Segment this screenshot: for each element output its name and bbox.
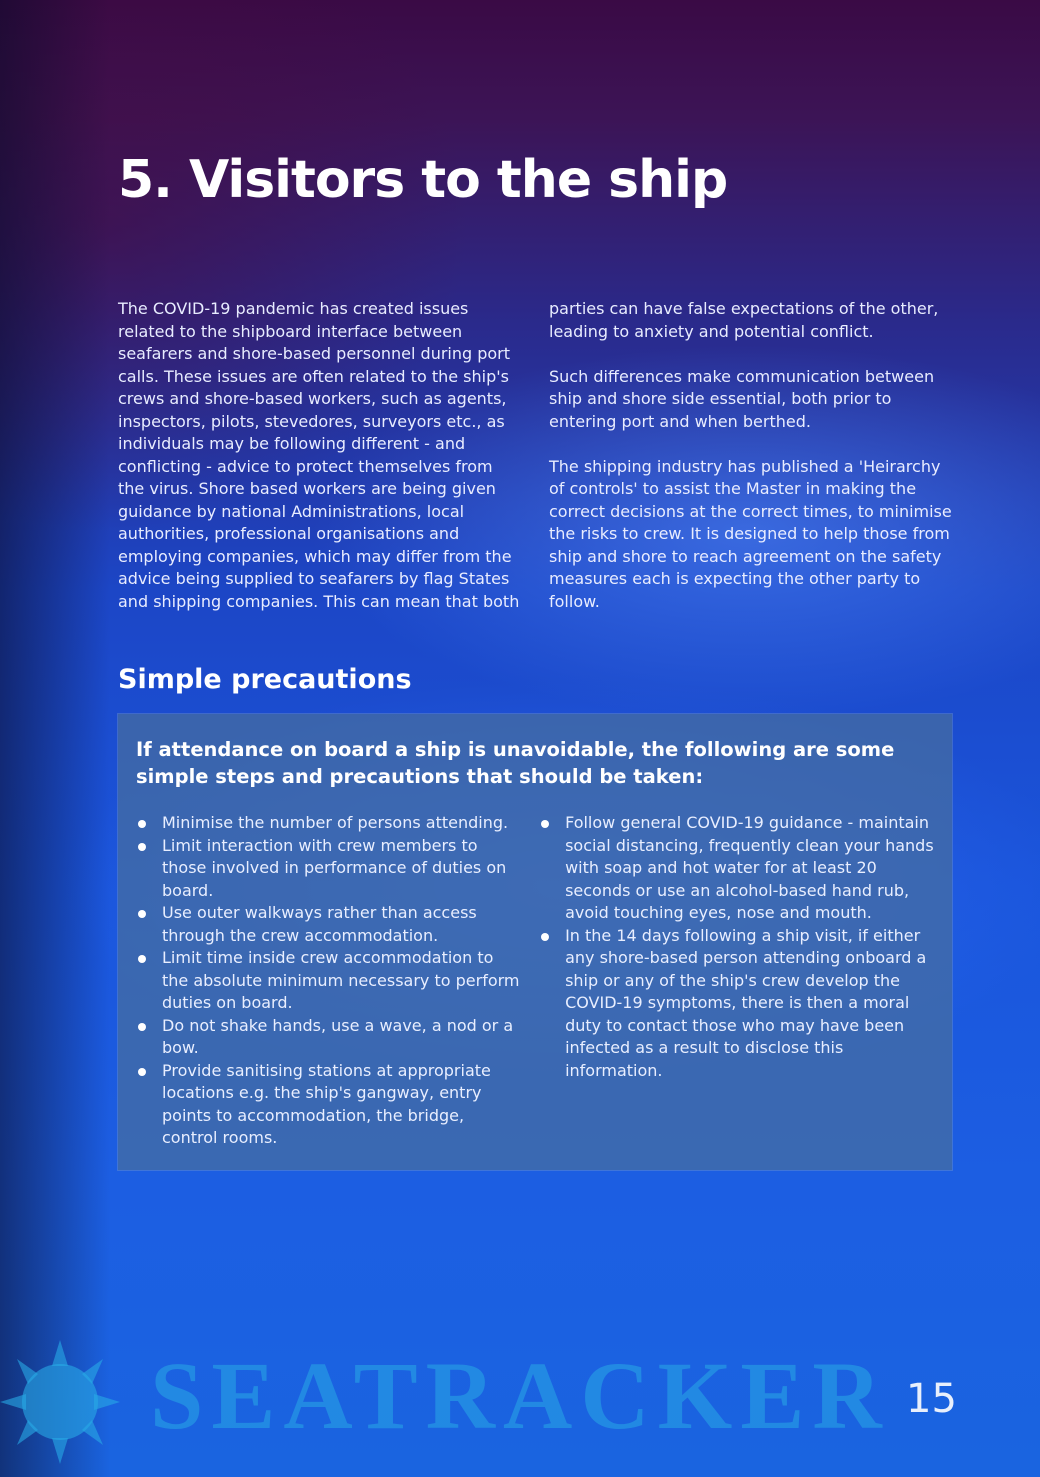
list-item: Limit interaction with crew members to those involved in performance of duties on board. xyxy=(136,835,521,903)
precautions-lists xyxy=(136,812,934,1150)
precautions-lead: If attendance on board a ship is unavoidable, the following are some simple steps and precautions that should be taken: xyxy=(136,738,895,788)
list-item: Follow general COVID-19 guidance - maintain social distancing, frequently clean your hands with soap and hot water for at least 20 seconds or use an alcohol-based hand rub, avoid touching eyes, nose and mouth. xyxy=(539,812,934,925)
intro-text xyxy=(118,298,954,613)
list-item: Do not shake hands, use a wave, a nod or a bow. xyxy=(136,1015,521,1060)
list-item: Use outer walkways rather than access through the crew accommodation. xyxy=(136,902,521,947)
page-number: 15 xyxy=(906,1376,957,1422)
page-title: 5. Visitors to the ship xyxy=(118,150,728,210)
intro-paragraph-3: The shipping industry has published a 'Heirarchy of controls' to assist the Master in making the correct decisions at the correct times, to minimise the risks to crew. It is designed to help those from ship and shore to reach agreement on the safety measures each is expecting the other party to follow. xyxy=(549,456,952,611)
list-item: Provide sanitising stations at appropriate locations e.g. the ship's gangway, entry points to accommodation, the bridge, control rooms. xyxy=(136,1060,521,1150)
list-item: Minimise the number of persons attending. xyxy=(136,812,521,835)
intro-paragraph-2: Such differences make communication between ship and shore side essential, both prior to entering port and when berthed. xyxy=(549,366,935,431)
section-title: Simple precautions xyxy=(118,664,412,695)
precautions-box xyxy=(118,714,952,1170)
precautions-list-left xyxy=(136,812,521,1150)
list-item: Limit time inside crew accommodation to the absolute minimum necessary to perform duties on board. xyxy=(136,947,521,1015)
sun-burst-icon xyxy=(0,1340,120,1464)
intro-paragraph-1: The COVID-19 pandemic has created issues related to the shipboard interface between seafarers and shore-based personnel during port calls. These issues are often related to the ship's crews and shore-based workers, such as agents, inspectors, pilots, stevedores, surveyors etc., as individuals may be following different - and conflicting - advice to protect themselves from the virus. Shore based workers are being given guidance by national Administrations, local authorities, professional organisations and employing companies, which may differ from the advice being supplied to seafarers by flag States and shipping companies. This can mean that both parties can have false expectations of the other, leading to anxiety and potential conflict. xyxy=(118,299,939,611)
background-shadow xyxy=(0,0,110,1477)
precautions-list-right xyxy=(539,812,934,1150)
list-item: In the 14 days following a ship visit, if either any shore-based person attending onboard a ship or any of the ship's crew develop the COVID-19 symptoms, there is then a moral duty to contact those who may have been infected as a result to disclose this information. xyxy=(539,925,934,1083)
watermark-text: SEATRACKER xyxy=(150,1342,890,1449)
